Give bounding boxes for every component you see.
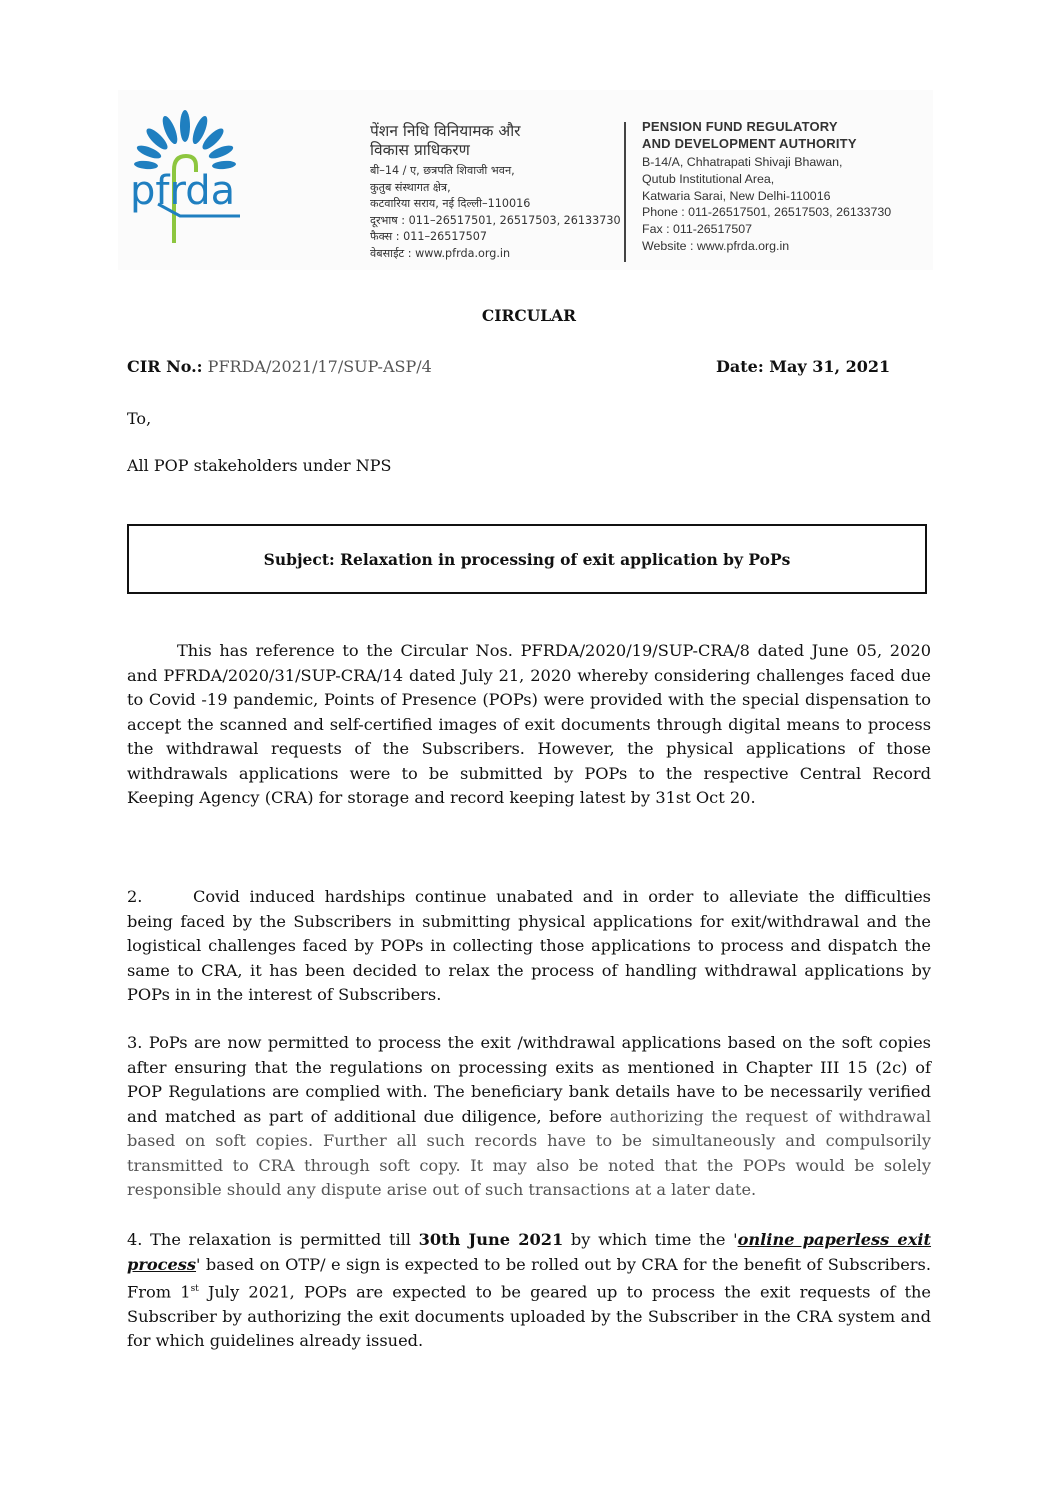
pfrda-logo xyxy=(128,108,243,243)
paragraph-3-text-b: authorizing the request of withdrawal based on soft copies. Further all such records have to be simultaneously and compulsorily transmitted to CRA through soft copy. It may also be noted that the POPs would be solely responsible should any dispute arise out of such transactions at a later date. xyxy=(127,1106,931,1199)
subject-text: Subject: Relaxation in processing of exit application by PoPs xyxy=(263,549,791,569)
english-address-2: Qutub Institutional Area, xyxy=(642,171,775,186)
circular-number xyxy=(127,357,432,376)
paragraph-2-number: 2. xyxy=(127,887,143,906)
online-paperless-exit-process-link[interactable]: online paperless exit process xyxy=(127,1230,932,1274)
english-title-1: PENSION FUND REGULATORY xyxy=(642,119,838,134)
english-title-2: AND DEVELOPMENT AUTHORITY xyxy=(642,136,857,151)
subject-box xyxy=(127,524,927,594)
page-title: CIRCULAR xyxy=(481,306,577,325)
hindi-fax: फैक्स : 011–26517507 xyxy=(370,230,487,243)
english-phone: Phone : 011-26517501, 26517503, 26133730 xyxy=(642,205,892,220)
paragraph-4-text-a: 4. The relaxation is permitted till xyxy=(127,1230,419,1249)
lotus-petals-icon xyxy=(134,110,237,170)
deadline-date: 30th June 2021 xyxy=(418,1230,564,1249)
paragraph-4-text-c: ' based on OTP/ e sign is expected to be rolled out by CRA for the benefit of Subscribers. From 1 xyxy=(127,1254,931,1302)
letterhead-divider xyxy=(624,122,626,262)
hindi-phone: दूरभाष : 011–26517501, 26517503, 26133730 xyxy=(370,213,621,227)
english-fax: Fax : 011-26517507 xyxy=(642,222,752,237)
addressee: All POP stakeholders under NPS xyxy=(127,456,392,475)
hindi-address-1: बी–14 / ए, छत्रपति शिवाजी भवन, xyxy=(370,164,515,177)
english-address-3: Katwaria Sarai, New Delhi-110016 xyxy=(642,188,831,203)
hindi-title-1: पेंशन निधि विनियामक और xyxy=(370,122,521,140)
english-address-1: B-14/A, Chhatrapati Shivaji Bhawan, xyxy=(642,155,843,169)
svg-text:pfrda: pfrda xyxy=(130,168,236,214)
salutation-to: To, xyxy=(127,409,152,428)
english-website: Website : www.pfrda.org.in xyxy=(642,238,790,253)
paragraph-2 xyxy=(127,885,931,1008)
paragraph-3-text-a: 3. PoPs are now permitted to process the exit /withdrawal applications based on the soft copies after ensuring that the regulations on processing exits as mentioned in Chapter III 15 (2c) of POP Regulations are complied with. The beneficiary bank details have to be necessarily verified and matched as part of additional due diligence, before xyxy=(127,1033,931,1126)
cir-label: CIR No.: xyxy=(127,357,203,376)
paragraph-2-text: Covid induced hardships continue unabated and in order to alleviate the difficulties being faced by the Subscribers in submitting physical applications for exit/withdrawal and the logistical challenges faced by POPs in collecting those applications to process and dispatch the same to CRA, it has been decided to relax the process of handling withdrawal applications by POPs in in the interest of Subscribers. xyxy=(127,887,931,1004)
paragraph-4-text-b: by which time the ' xyxy=(563,1230,738,1249)
circular-date: Date: May 31, 2021 xyxy=(716,357,891,376)
paragraph-4 xyxy=(127,1228,931,1354)
ordinal-suffix: st xyxy=(190,1284,199,1294)
paragraph-3 xyxy=(127,1031,931,1203)
hindi-address-2: कुतुब संस्थागत क्षेत्र, xyxy=(370,180,451,194)
cir-number-value: PFRDA/2021/17/SUP-ASP/4 xyxy=(207,357,432,376)
hindi-address-block xyxy=(370,122,621,262)
hindi-title-2: विकास प्राधिकरण xyxy=(370,141,470,159)
paragraph-4-text-d: July 2021, POPs are expected to be geared up to process the exit requests of the Subscriber by authorizing the exit documents uploaded by the Subscriber in the CRA system and for which guidelines already issued. xyxy=(127,1282,932,1351)
english-address-block xyxy=(642,118,891,255)
hindi-address-3: कटवारिया सराय, नई दिल्ली–110016 xyxy=(370,197,531,210)
hindi-website: वेबसाईट : www.pfrda.org.in xyxy=(370,246,511,260)
paragraph-1: This has reference to the Circular Nos. PFRDA/2020/19/SUP-CRA/8 dated June 05, 2020 and PFRDA/2020/31/SUP-CRA/14 dated July 21, 2020 whereby considering challenges faced due to Covid -19 pandemic, Points of Presence (POPs) were provided with the special dispensation to accept the scanned and self-certified images of exit documents through digital means to process the withdrawal requests of the Subscribers. However, the physical applications of those withdrawals applications were to be submitted by POPs to the respective Central Record Keeping Agency (CRA) for storage and record keeping latest by 31st Oct 20. xyxy=(127,641,931,807)
